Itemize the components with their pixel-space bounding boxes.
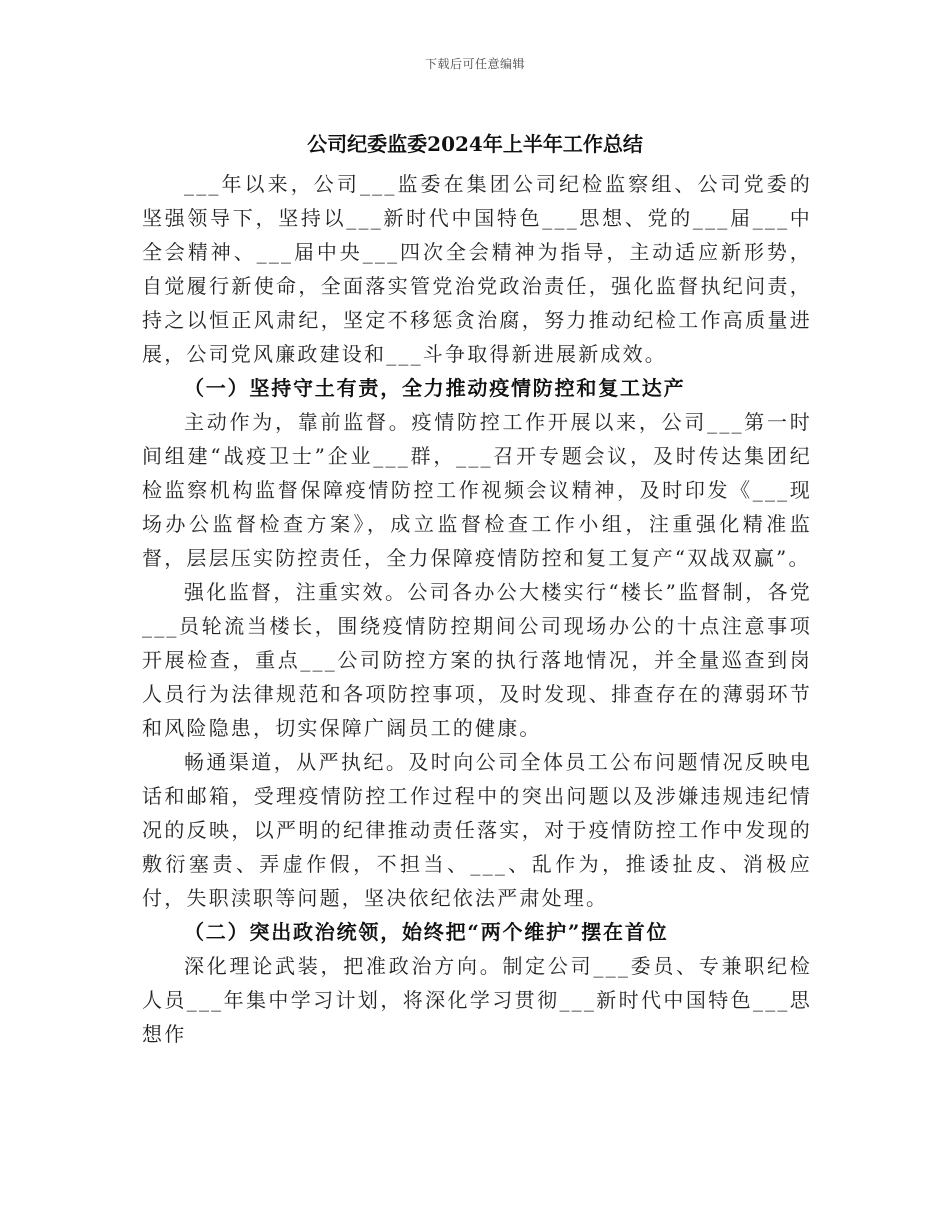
paragraph-intro: ___年以来，公司___监委在集团公司纪检监察组、公司党委的坚强领导下，坚持以___新时代中国特色___思想、党的___届___中全会精神、___届中央___四次全会精神为指导，主动适应新形势，自觉履行新使命，全面落实管党治党政治责任，强化监督执纪问责，持之以恒正风肃纪，坚定不移惩贪治腐，努力推动纪检工作高质量进展，公司党风廉政建设和___斗争取得新进展新成效。: [142, 172, 812, 366]
header-note: 下载后可任意编辑: [424, 57, 525, 71]
paragraph-strict-discipline: 畅通渠道，从严执纪。及时向公司全体员工公布问题情况反映电话和邮箱，受理疫情防控工作过程中的突出问题以及涉嫌违规违纪情况的反映，以严明的纪律推动责任落实，对于疫情防控工作中发现的敷衍塞责、弄虚作假，不担当、___、乱作为，推诿扯皮、消极应付，失职渎职等问题，坚决依纪依法严肃处理。: [142, 750, 812, 910]
document-title: 公司纪委监委2024年上半年工作总结: [307, 132, 643, 156]
paragraph-strengthen-supervision: 强化监督，注重实效。公司各办公大楼实行“楼长”监督制，各党___员轮流当楼长，围绕疫情防控期间公司现场办公的十点注意事项开展检查，重点___公司防控方案的执行落地情况，并全量巡查到岗人员行为法律规范和各项防控事项，及时发现、排查存在的薄弱环节和风险隐患，切实保障广阔员工的健康。: [142, 580, 812, 740]
document-body: [142, 167, 812, 1051]
paragraph-theory-study: 深化理论武装，把准政治方向。制定公司___委员、专兼职纪检人员___年集中学习计划，将深化学习贯彻___新时代中国特色___思想作: [142, 954, 812, 1046]
section-heading-1: （一）坚持守土有责，全力推动疫情防控和复工达产: [184, 376, 686, 400]
section-heading-2: （二）突出政治统领，始终把“两个维护”摆在首位: [184, 920, 669, 944]
paragraph-proactive-supervision: 主动作为，靠前监督。疫情防控工作开展以来，公司___第一时间组建“战疫卫士”企业___群，___召开专题会议，及时传达集团纪检监察机构监督保障疫情防控工作视频会议精神，及时印发《___现场办公监督检查方案》，成立监督检查工作小组，注重强化精准监督，层层压实防控责任，全力保障疫情防控和复工复产“双战双赢”。: [142, 410, 812, 570]
